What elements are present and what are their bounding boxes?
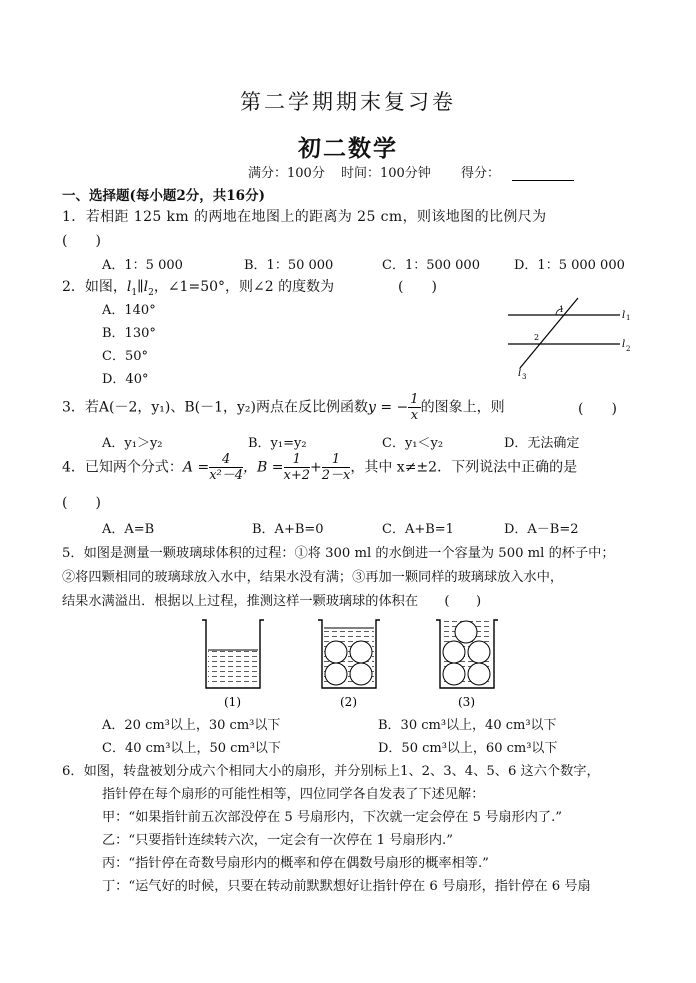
angle2-label: 2: [534, 333, 540, 342]
q1-option-a[interactable]: A．1：5 000: [102, 258, 183, 273]
q6-bing: 丙：“指针停在奇数号扇形内的概率和停在偶数号扇形的概率相等.”: [102, 856, 489, 871]
q2-option-b[interactable]: B．130°: [102, 326, 156, 341]
q6-jia: 甲：“如果指针前五次部没停在 5 号扇形内，下次就一定会停在 5 号扇形内了.”: [102, 810, 563, 825]
q5-option-a[interactable]: A．20 cm³以上，30 cm³以下: [102, 718, 281, 733]
q6-yi: 乙：“只要指针连续转六次，一定会有一次停在 1 号扇形内.”: [102, 833, 453, 848]
q4-option-a[interactable]: A．A=B: [102, 522, 155, 537]
exam-time: 时间：100分钟: [340, 166, 431, 181]
q4-paren: ( ): [62, 495, 101, 511]
q3-paren: ( ): [578, 401, 617, 417]
angle1-label: 1: [559, 305, 565, 314]
page-title: 第二学期期末复习卷: [240, 90, 456, 114]
score-blank[interactable]: [512, 168, 574, 181]
line-l3: [520, 298, 578, 368]
q5-option-b[interactable]: B．30 cm³以上，40 cm³以下: [378, 718, 557, 733]
q1-option-d[interactable]: D．1：5 000 000: [514, 258, 625, 273]
q2-option-d[interactable]: D．40°: [102, 372, 149, 387]
cup-3: [436, 620, 498, 688]
q5-line2: ②将四颗相同的玻璃球放入水中，结果水没有满；③再加一颗同样的玻璃球放入水中，: [62, 570, 564, 585]
q3-option-a[interactable]: A．y₁＞y₂: [102, 436, 163, 451]
svg-text:3: 3: [522, 373, 527, 381]
page-subtitle: 初二数学: [298, 135, 398, 162]
exam-meta: [248, 162, 586, 181]
q3-option-d[interactable]: D．无法确定: [504, 436, 580, 451]
svg-text:1: 1: [626, 314, 631, 322]
score-label: 得分：: [460, 166, 500, 181]
q5-line3: 结果水满溢出．根据以上过程，推测这样一颗玻璃球的体积在 ( ): [62, 594, 482, 609]
svg-text:l: l: [622, 310, 626, 321]
q5-option-d[interactable]: D．50 cm³以上，60 cm³以下: [378, 741, 558, 756]
q3-option-b[interactable]: B．y₁=y₂: [248, 436, 307, 451]
q2-paren: ( ): [398, 279, 437, 295]
caption-2: (2): [340, 695, 357, 709]
q2-text: 2．如图，$l_1\parallel l_2$，∠1=50°，则∠2 的度数为: [62, 279, 335, 298]
q4-option-b[interactable]: B．A+B=0: [252, 522, 324, 537]
cup-2: [318, 620, 380, 688]
full-score: 满分：100分: [248, 166, 325, 181]
q2-parallel-lines-figure: [506, 296, 636, 382]
svg-text:l: l: [518, 368, 522, 379]
q5-cups-figure: [196, 614, 516, 710]
q2-option-c[interactable]: C．50°: [102, 349, 148, 364]
q4-option-c[interactable]: C．A+B=1: [382, 522, 454, 537]
caption-1: (1): [224, 695, 241, 709]
q6-line1: 6．如图，转盘被划分成六个相同大小的扇形，并分别标上1、2、3、4、5、6 这六个数字，: [62, 764, 600, 779]
q6-line2: 指针停在每个扇形的可能性相等，四位同学各自发表了下述见解：: [102, 787, 485, 802]
q1-text: 1．若相距 125 km 的两地在地图上的距离为 25 cm，则该地图的比例尺为: [62, 209, 547, 225]
caption-3: (3): [458, 695, 475, 709]
q6-ding: 丁：“运气好的时候，只要在转动前默默想好让指针停在 6 号扇形，指针停在 6 号扇: [102, 879, 591, 894]
q3-text: 3．若A(－2，y₁)、B(－1，y₂)两点在反比例函数y = − $\frac{1}{x}$ 的图象上，则: [62, 392, 505, 423]
q5-line1: 5．如图是测量一颗玻璃球体积的过程：①将 300 ml 的水倒进一个容量为 500 ml 的杯子中；: [62, 546, 615, 561]
q1-option-b[interactable]: B．1：50 000: [244, 258, 334, 273]
q2-option-a[interactable]: A．140°: [102, 303, 156, 318]
q5-option-c[interactable]: C．40 cm³以上，50 cm³以下: [102, 741, 281, 756]
q1-option-c[interactable]: C．1：500 000: [382, 258, 480, 273]
q3-option-c[interactable]: C．y₁＜y₂: [382, 436, 444, 451]
svg-text:2: 2: [626, 345, 631, 353]
svg-text:l: l: [622, 339, 626, 350]
cup-1: [202, 620, 264, 688]
section-heading: 一、选择题(每小题2分，共16分): [62, 188, 265, 204]
q4-text: 4．已知两个分式：A = $\frac{4}{\text{x²－4}}$ ，B = $\frac{1}{x+2}$ + $\frac{1}{2-x}$ ，其中 x≠±2．下列说法中正确的是: [62, 452, 578, 483]
q3-fraction: $\frac{1}{x}$: [410, 392, 419, 423]
q4-option-d[interactable]: D．A－B=2: [504, 522, 579, 537]
q1-paren: ( ): [62, 233, 101, 249]
